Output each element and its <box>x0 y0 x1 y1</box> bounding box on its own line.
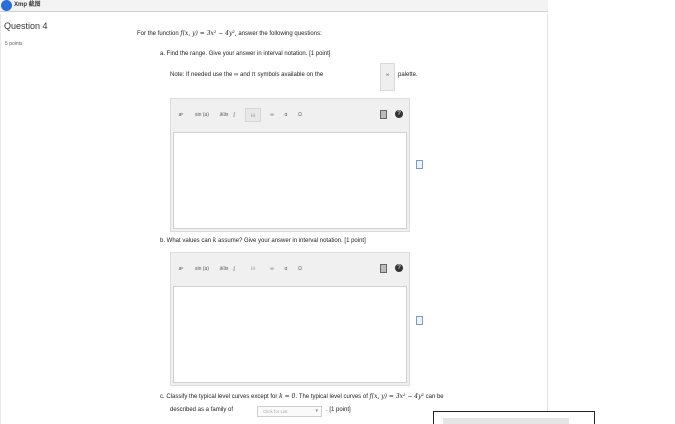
part-b-post: assume? Give your answer in interval notation. [1 point] <box>218 238 366 244</box>
infinity-palette-key[interactable]: ∞ <box>380 63 395 91</box>
part-c-post: can be <box>425 394 444 400</box>
note-text-end: palette. <box>398 72 418 78</box>
matrix-button[interactable]: ⁝⁝⁝ <box>250 266 256 272</box>
superscript-button[interactable]: aᵇ <box>178 112 184 118</box>
answer-input-b[interactable] <box>173 286 407 383</box>
function-expression: f(x, y) = 3x² − 4y², <box>180 30 237 37</box>
math-toolbar <box>171 253 409 285</box>
answer-editor-b <box>170 252 410 386</box>
infinity-button[interactable]: ∞ <box>270 112 274 118</box>
help-icon[interactable]: ? <box>395 110 403 118</box>
derivative-button[interactable]: ∂/∂x <box>219 266 229 272</box>
prompt-lead: For the function <box>137 31 179 37</box>
prompt-tail: answer the following questions: <box>238 31 322 37</box>
part-c-points: . [1 point] <box>326 407 351 413</box>
app-title-bar <box>0 0 548 12</box>
part-a-note <box>170 71 323 79</box>
help-icon[interactable]: ? <box>395 264 403 272</box>
overlay-strip <box>443 418 569 424</box>
matrix-button[interactable]: ⁝⁝⁝ <box>245 108 261 122</box>
chevron-down-icon: ▾ <box>315 408 318 414</box>
math-toolbar <box>171 99 409 131</box>
app-title: Xmp 截图 <box>14 2 41 8</box>
integral-button[interactable]: ∫ <box>233 112 235 118</box>
part-c-pre: c. Classify the typical level curves except for <box>160 394 278 400</box>
part-b-variable: k <box>212 237 217 244</box>
answer-editor-a <box>170 98 410 232</box>
question-title: Question 4 <box>4 21 48 31</box>
part-a-question: a. Find the range. Give your answer in interval notation. [1 point] <box>160 51 331 57</box>
question-points: 5 points <box>5 41 23 47</box>
derivative-button[interactable]: ∂/∂x <box>219 112 229 118</box>
greek-lower-button[interactable]: α <box>284 266 288 272</box>
panel-divider <box>0 14 1 424</box>
document-icon[interactable] <box>416 316 423 325</box>
part-c-line2: described as a family of <box>170 407 234 413</box>
greek-upper-button[interactable]: Ω <box>298 112 302 118</box>
integral-button[interactable]: ∫ <box>233 266 235 272</box>
part-c-function: f(x, y) = 3x² − 4y² <box>369 393 424 400</box>
superscript-button[interactable]: aᵇ <box>178 266 184 272</box>
infinity-button[interactable]: ∞ <box>270 266 274 272</box>
trash-icon[interactable] <box>380 110 387 119</box>
dropdown-placeholder: Click for List <box>263 409 288 414</box>
part-b-question <box>160 237 366 245</box>
part-b-pre: b. What values can <box>160 238 212 244</box>
part-c-question <box>160 393 444 401</box>
function-button[interactable]: sin (a) <box>195 266 209 272</box>
level-curve-dropdown[interactable] <box>257 406 322 417</box>
answer-input-a[interactable] <box>173 132 407 229</box>
trash-icon[interactable] <box>380 264 387 273</box>
part-c-variable: k = 0. <box>279 393 298 400</box>
app-icon <box>1 0 12 11</box>
note-text: Note: If needed use the ∞ and π symbols available on the <box>170 72 324 78</box>
function-button[interactable]: sin (a) <box>195 112 209 118</box>
greek-upper-button[interactable]: Ω <box>298 266 302 272</box>
part-c-mid: The typical level curves of <box>298 394 368 400</box>
greek-lower-button[interactable]: α <box>284 112 288 118</box>
question-prompt <box>137 30 322 38</box>
document-icon[interactable] <box>416 160 423 169</box>
